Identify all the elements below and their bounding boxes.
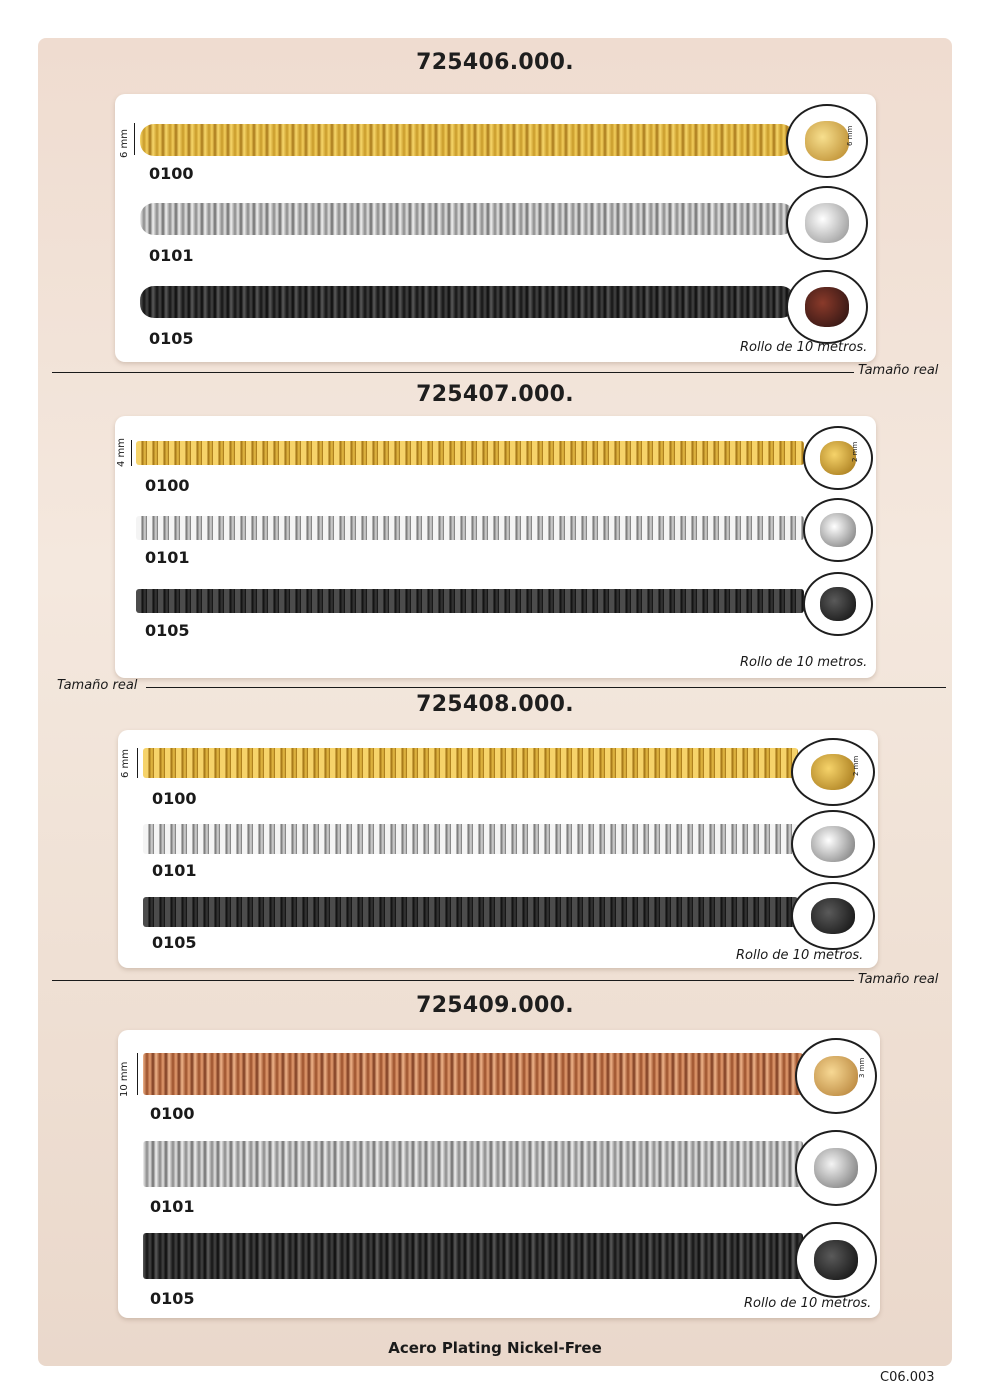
variant-code: 0100 — [152, 789, 197, 808]
roll-note: Rollo de 10 metros. — [740, 340, 868, 355]
variant-code: 0100 — [145, 476, 190, 495]
clasp-size-label: 6 mm — [846, 125, 854, 146]
variant-code: 0105 — [149, 329, 194, 348]
divider-line — [146, 687, 946, 688]
section-title: 725409.000. — [416, 993, 574, 1018]
roll-note: Rollo de 10 metros. — [744, 1296, 872, 1311]
chain-size-label: 6 mm — [119, 128, 130, 158]
variant-code: 0100 — [149, 164, 194, 183]
variant-code: 0100 — [150, 1104, 195, 1123]
divider-line — [52, 980, 854, 981]
chain-image — [143, 748, 798, 778]
chain-image — [136, 589, 804, 613]
clasp-image — [791, 810, 875, 878]
variant-code: 0105 — [150, 1289, 195, 1308]
chain-image — [143, 1141, 803, 1187]
clasp-size-label: 2 mm — [851, 441, 859, 462]
size-arrow — [137, 1053, 138, 1095]
variant-code: 0101 — [149, 246, 194, 265]
chain-image — [143, 1233, 803, 1279]
clasp-size-label: 2 mm — [852, 755, 860, 776]
clasp-image — [803, 572, 873, 636]
size-arrow — [137, 748, 138, 778]
clasp-image — [803, 498, 873, 562]
variant-code: 0105 — [145, 621, 190, 640]
clasp-size-label: 3 mm — [858, 1057, 866, 1078]
divider-line — [52, 372, 854, 373]
page-code: C06.003 — [880, 1370, 935, 1385]
roll-note: Rollo de 10 metros. — [736, 948, 864, 963]
clasp-image — [791, 882, 875, 950]
chain-size-label: 4 mm — [116, 437, 127, 467]
chain-image — [136, 441, 804, 465]
variant-code: 0101 — [150, 1197, 195, 1216]
section-title: 725408.000. — [416, 692, 574, 717]
clasp-image — [786, 104, 868, 178]
variant-code: 0105 — [152, 933, 197, 952]
chain-image — [143, 897, 798, 927]
clasp-image — [795, 1130, 877, 1206]
chain-image — [136, 516, 804, 540]
section-title: 725406.000. — [416, 50, 574, 75]
chain-image — [140, 286, 795, 318]
section-title: 725407.000. — [416, 382, 574, 407]
roll-note: Rollo de 10 metros. — [740, 655, 868, 670]
chain-image — [143, 824, 798, 854]
clasp-image — [791, 738, 875, 806]
size-arrow — [134, 123, 135, 155]
variant-code: 0101 — [145, 548, 190, 567]
clasp-image — [803, 426, 873, 490]
material-note: Acero Plating Nickel-Free — [388, 1339, 602, 1357]
size-arrow — [131, 440, 132, 466]
clasp-image — [795, 1222, 877, 1298]
chain-size-label: 6 mm — [120, 748, 131, 778]
tamano-real-label: Tamaño real — [858, 363, 939, 378]
tamano-real-label: Tamaño real — [858, 972, 939, 987]
clasp-image — [786, 186, 868, 260]
variant-code: 0101 — [152, 861, 197, 880]
chain-image — [140, 203, 795, 235]
chain-image — [140, 124, 795, 156]
chain-size-label: 10 mm — [119, 1061, 130, 1097]
clasp-image — [786, 270, 868, 344]
tamano-real-label: Tamaño real — [57, 678, 138, 693]
chain-image — [143, 1053, 803, 1095]
